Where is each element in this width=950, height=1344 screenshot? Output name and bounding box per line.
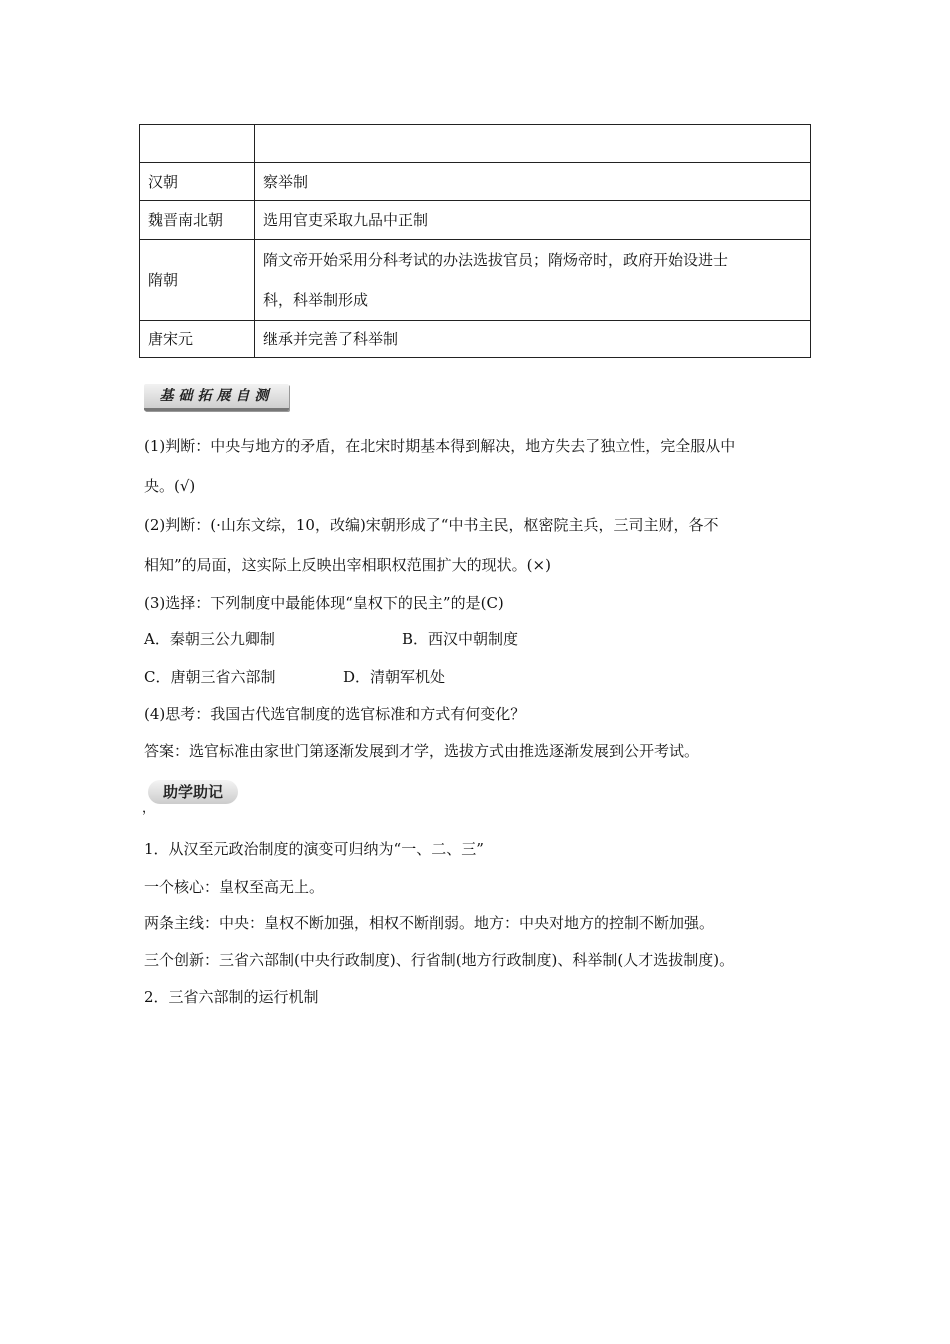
question-2-line: (2)判断：(·山东文综，10，改编)宋朝形成了“中书主民，枢密院主兵，三司主财，各不 [144, 516, 719, 534]
question-4: (4)思考：我国古代选官制度的选官标准和方式有何变化？ [144, 705, 526, 723]
dynasty-cell: 汉朝 [140, 163, 255, 201]
system-cell-line: 隋文帝开始采用分科考试的办法选拔官员；隋炀帝时，政府开始设进士 [263, 251, 729, 269]
study-point-1: 1．从汉至元政治制度的演变可归纳为“一、二、三” [144, 840, 484, 858]
table-row [140, 321, 811, 358]
study-innovations: 三个创新：三省六部制(中央行政制度)、行省制(地方行政制度)、科举制(人才选拔制度)。 [144, 951, 735, 969]
system-cell: 察举制 [255, 163, 811, 201]
study-point-2: 2．三省六部制的运行机制 [144, 988, 319, 1006]
question-1-line: (1)判断：中央与地方的矛盾，在北宋时期基本得到解决，地方失去了独立性，完全服从中 [144, 437, 736, 455]
question-3: (3)选择：下列制度中最能体现“皇权下的民主”的是(C) [144, 594, 504, 612]
table-header-row [140, 125, 811, 163]
system-cell: 选用官吏采取九品中正制 [255, 201, 811, 240]
option-b: B．西汉中朝制度 [402, 630, 519, 648]
table-row [140, 201, 811, 240]
question-2-line: 相知”的局面，这实际上反映出宰相职权范围扩大的现状。(×) [144, 556, 551, 574]
option-d: D．清朝军机处 [343, 668, 446, 686]
option-c: C．唐朝三省六部制 [144, 668, 276, 686]
table-header-cell [140, 125, 255, 163]
table-row [140, 240, 811, 321]
dynasty-cell: 隋朝 [140, 240, 255, 321]
section-banner-study-aid: 助学助记 [148, 780, 238, 804]
system-cell [255, 240, 811, 321]
dynasty-cell: 魏晋南北朝 [140, 201, 255, 240]
dynasty-table [139, 124, 811, 358]
table-row [140, 163, 811, 201]
dynasty-cell: 唐宋元 [140, 321, 255, 358]
section-banner-self-test: 基础拓展自测 [144, 384, 289, 411]
table-header-cell [255, 125, 811, 163]
option-a: A．秦朝三公九卿制 [144, 630, 275, 648]
study-main-lines: 两条主线：中央：皇权不断加强，相权不断削弱。地方：中央对地方的控制不断加强。 [144, 914, 715, 932]
question-1-line: 央。(√) [144, 477, 196, 495]
answer-text: 答案：选官标准由家世门第逐渐发展到才学，选拔方式由推选逐渐发展到公开考试。 [144, 742, 700, 760]
stray-mark: ， [142, 801, 156, 816]
system-cell-line: 科，科举制形成 [263, 291, 369, 309]
study-core: 一个核心：皇权至高无上。 [144, 878, 325, 896]
system-cell: 继承并完善了科举制 [255, 321, 811, 358]
